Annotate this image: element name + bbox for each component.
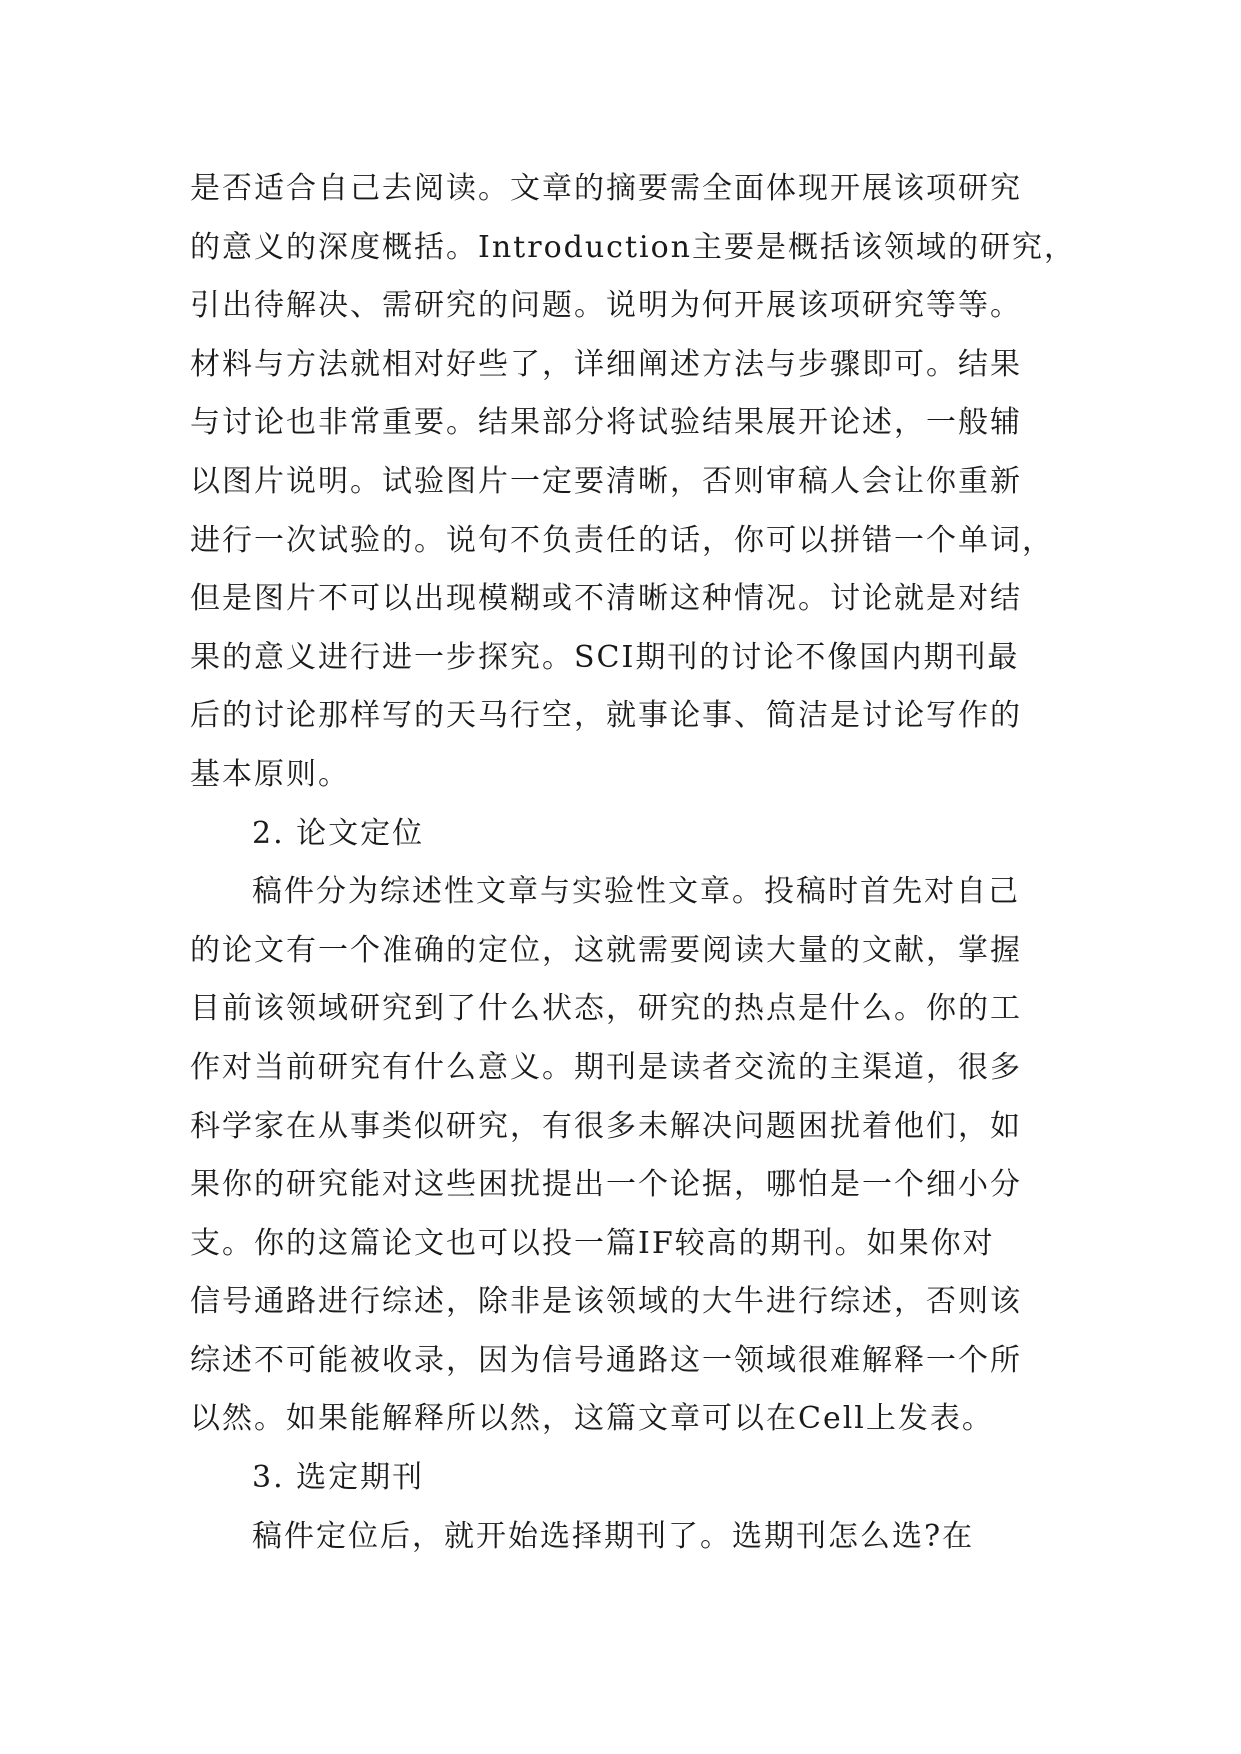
text-line: 进行一次试验的。说句不负责任的话，你可以拼错一个单词， bbox=[190, 522, 1054, 558]
text-line: 科学家在从事类似研究，有很多未解决问题困扰着他们，如 bbox=[190, 1108, 1022, 1144]
text-line: 信号通路进行综述，除非是该领域的大牛进行综述，否则该 bbox=[190, 1284, 1022, 1320]
paragraph-positioning bbox=[190, 863, 1070, 1449]
text-line: 后的讨论那样写的天马行空，就事论事、简洁是讨论写作的 bbox=[190, 698, 1022, 734]
section-heading: 2. 论文定位 bbox=[252, 815, 425, 851]
text-line: 以然。如果能解释所以然，这篇文章可以在Cell上发表。 bbox=[190, 1401, 994, 1437]
document-page bbox=[190, 160, 1076, 1566]
section-heading: 3. 选定期刊 bbox=[252, 1460, 425, 1496]
text-line: 支。你的这篇论文也可以投一篇IF较高的期刊。如果你对 bbox=[190, 1225, 995, 1261]
text-line: 稿件分为综述性文章与实验性文章。投稿时首先对自己 bbox=[252, 874, 1020, 910]
paragraph-intro-continued bbox=[190, 160, 1076, 805]
text-line: 以图片说明。试验图片一定要清晰，否则审稿人会让你重新 bbox=[190, 463, 1022, 499]
text-line: 的论文有一个准确的定位，这就需要阅读大量的文献，掌握 bbox=[190, 932, 1022, 968]
text-line: 作对当前研究有什么意义。期刊是读者交流的主渠道，很多 bbox=[190, 1049, 1022, 1085]
text-line: 果的意义进行进一步探究。SCI期刊的讨论不像国内期刊最 bbox=[190, 639, 1020, 675]
paragraph-heading-3 bbox=[190, 1449, 1070, 1508]
text-line: 基本原则。 bbox=[190, 756, 350, 792]
paragraph-heading-2 bbox=[190, 805, 1070, 864]
text-line: 果你的研究能对这些困扰提出一个论据，哪怕是一个细小分 bbox=[190, 1167, 1022, 1203]
text-line: 的意义的深度概括。Introduction主要是概括该领域的研究， bbox=[190, 229, 1076, 265]
text-line: 是否适合自己去阅读。文章的摘要需全面体现开展该项研究 bbox=[190, 171, 1022, 206]
text-line: 稿件定位后，就开始选择期刊了。选期刊怎么选?在 bbox=[252, 1518, 975, 1554]
text-line: 材料与方法就相对好些了，详细阐述方法与步骤即可。结果 bbox=[190, 346, 1022, 382]
text-line: 目前该领域研究到了什么状态，研究的热点是什么。你的工 bbox=[190, 991, 1022, 1027]
text-line: 综述不可能被收录，因为信号通路这一领域很难解释一个所 bbox=[190, 1342, 1022, 1378]
text-line: 引出待解决、需研究的问题。说明为何开展该项研究等等。 bbox=[190, 288, 1022, 324]
text-line: 与讨论也非常重要。结果部分将试验结果展开论述，一般辅 bbox=[190, 405, 1022, 441]
text-line: 但是图片不可以出现模糊或不清晰这种情况。讨论就是对结 bbox=[190, 581, 1022, 617]
paragraph-journal-selection bbox=[190, 1508, 1070, 1567]
